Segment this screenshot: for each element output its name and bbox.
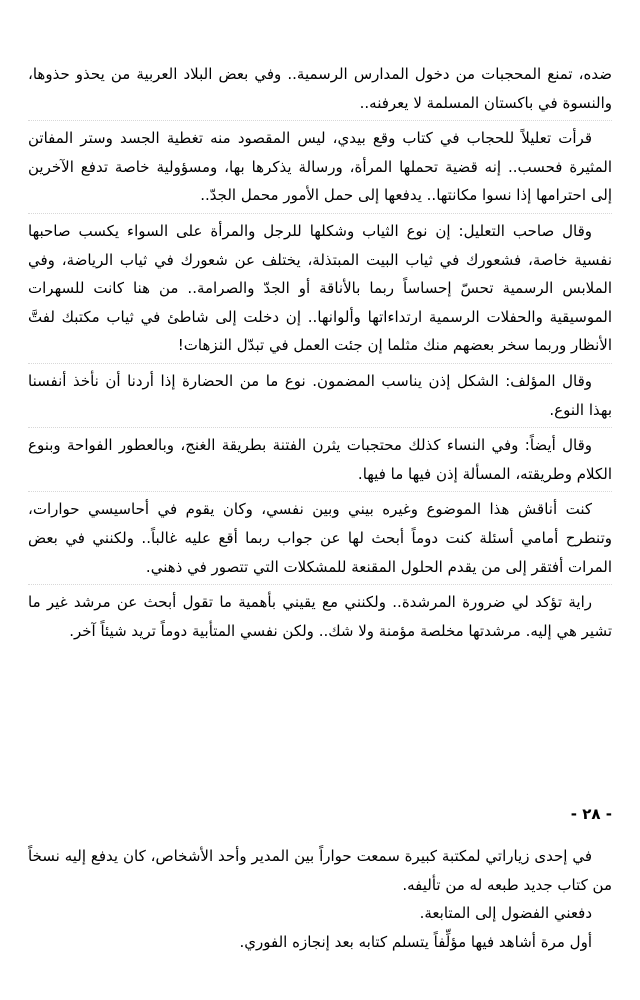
paragraph: وقال المؤلف: الشكل إذن يناسب المضمون. نوع ما من الحضارة إذا أردنا أن نأخذ أنفسنا بهذا النوع.: [28, 371, 612, 419]
page-number: - ٢٨ -: [570, 805, 612, 823]
paragraph-divider: [28, 363, 612, 364]
paragraph: راية تؤكد لي ضرورة المرشدة.. ولكنني مع يقيني بأهمية ما تقول أبحث عن مرشد غير ما تشير هي إليه. مرشدتها مخلصة مؤمنة ولا شك.. ولكن نفسي المتأبية دوماً تريد شيئاً آخر.: [28, 593, 612, 640]
paragraph-divider: [28, 213, 612, 214]
paragraph: وقال أيضاً: وفي النساء كذلك محتجبات يثرن الفتنة بطريقة الغنج، وبالعطور الفواحة وبنوع الكلام وطريقته، المسألة إذن فيها ما فيها.: [28, 436, 612, 483]
upper-text-block: [28, 60, 612, 645]
lower-text-block: [28, 842, 612, 956]
paragraph: وقال صاحب التعليل: إن نوع الثياب وشكلها للرجل والمرأة على السواء يكسب صاحبها نفسية خاصة، فشعورك في ثياب البيت المبتذلة، يختلف عن شعورك في ثياب الرياضة، وفي الملابس الرسمية تحسّ إحساساً ربما بالأناقة أو الجدّ والصرامة.. من هنا كانت للسهرات الموسيقية والحفلات الرسمية ارتداءاتها وألوانها.. إن دخلت إلى شاطئ في ثياب مكتبك لفتَّ الأنظار وربما سخر بعضهم منك مثلما إن جئت العمل في تبدّل النزهات!: [28, 221, 612, 355]
paragraph-divider: [28, 584, 612, 585]
paragraph-divider: [28, 120, 612, 121]
paragraph-divider: [28, 491, 612, 492]
paragraph: أول مرة أشاهد فيها مؤلِّفاً يتسلم كتابه بعد إنجازه الفوري.: [239, 932, 592, 951]
paragraph: دفعني الفضول إلى المتابعة.: [419, 904, 592, 923]
paragraph-divider: [28, 427, 612, 428]
paragraph: ضده، تمنع المحجبات من دخول المدارس الرسمية.. وفي بعض البلاد العربية من يحذو حذوها، والنسوة في باكستان المسلمة لا يعرفنه..: [28, 65, 612, 112]
paragraph: قرأت تعليلاً للحجاب في كتاب وقع بيدي، ليس المقصود منه تغطية الجسد وستر المفاتن المثيرة فحسب.. إنه قضية تحملها المرأة، ورسالة يذكرها بها، ومسؤولية خاصة تدفع الآخرين إلى احترامها إذا نسوا مكانتها.. يدفعها إلى حمل الأمور محمل الجدّ..: [28, 129, 612, 205]
paragraph: كنت أناقش هذا الموضوع وغيره بيني وبين نفسي، وكان يقوم في أحاسيسي حوارات، وتنطرح أمامي أسئلة كنت دوماً أبحث لها عن جواب ربما أقع عليه غالباً.. ولكنني في بعض المرات أفتقر إلى من يقدم الحلول المقنعة للمشكلات التي تتصور في ذهني.: [28, 500, 612, 576]
paragraph: في إحدى زياراتي لمكتبة كبيرة سمعت حواراً بين المدير وأحد الأشخاص، كان يدفع إليه نسخاً من كتاب جديد طبعه له من تأليفه.: [28, 847, 612, 894]
